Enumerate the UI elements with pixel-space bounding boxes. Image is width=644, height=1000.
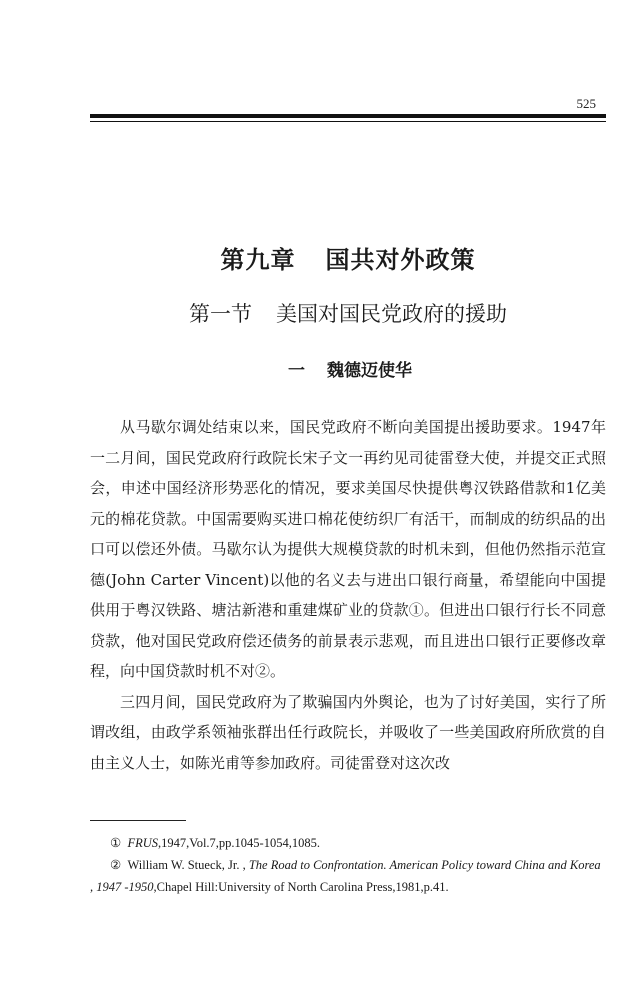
header-rule-thick bbox=[90, 114, 606, 118]
footnote-1 bbox=[90, 832, 606, 854]
footnotes bbox=[90, 832, 606, 898]
subsection-title bbox=[28, 356, 644, 381]
chapter-name: 国共对外政策 bbox=[325, 245, 476, 274]
footnote-marker: ② bbox=[110, 858, 122, 872]
subsection-number: 一 bbox=[288, 361, 305, 381]
footnote-book-title: The Road to Confrontation. American Policy toward China and Korea , 1947 -1950 bbox=[90, 858, 601, 894]
section-number: 第一节 bbox=[189, 302, 252, 326]
chapter-number: 第九章 bbox=[220, 245, 296, 274]
section-name: 美国对国民党政府的援助 bbox=[276, 302, 507, 326]
header-rule-thin bbox=[90, 121, 606, 122]
paragraph: 三四月间，国民党政府为了欺骗国内外舆论，也为了讨好美国，实行了所谓改组，由政学系领袖张群出任行政院长，并吸收了一些美国政府所欣赏的自由主义人士，如陈光甫等参加政府。司徒雷登对这次改 bbox=[90, 692, 606, 772]
page-number: 525 bbox=[576, 96, 596, 111]
footnote-citation: ,1947,Vol.7,pp.1045-1054,1085. bbox=[158, 836, 320, 850]
footnote-rule bbox=[90, 820, 186, 821]
subsection-name: 魏德迈使华 bbox=[327, 361, 412, 381]
section-title bbox=[26, 298, 644, 328]
chapter-title bbox=[26, 240, 644, 275]
footnote-citation: ,Chapel Hill:University of North Carolina Press,1981,p.41. bbox=[153, 880, 449, 894]
footnote-2 bbox=[90, 854, 606, 898]
body-text bbox=[90, 412, 606, 778]
footnote-author: William W. Stueck, Jr. , bbox=[127, 858, 246, 872]
paragraph: 从马歇尔调处结束以来，国民党政府不断向美国提出援助要求。1947年一二月间，国民党政府行政院长宋子文一再约见司徒雷登大使，并提交正式照会，申述中国经济形势恶化的情况，要求美国尽快提供粤汉铁路借款和1亿美元的棉花贷款。中国需要购买进口棉花使纺织厂有活干，而制成的纺织品的出口可以偿还外债。马歇尔认为提供大规模贷款的时机未到，但他仍然指示范宣德(John Carter Vincent)以他的名义去与进出口银行商量，希望能向中国提供用于粤汉铁路、塘沽新港和重建煤矿业的贷款①。但进出口银行行长不同意贷款，他对国民党政府偿还债务的前景表示悲观，而且进出口银行正要修改章程，向中国贷款时机不对②。 bbox=[90, 418, 606, 680]
footnote-marker: ① bbox=[110, 836, 122, 850]
footnote-source: FRUS bbox=[127, 836, 159, 850]
